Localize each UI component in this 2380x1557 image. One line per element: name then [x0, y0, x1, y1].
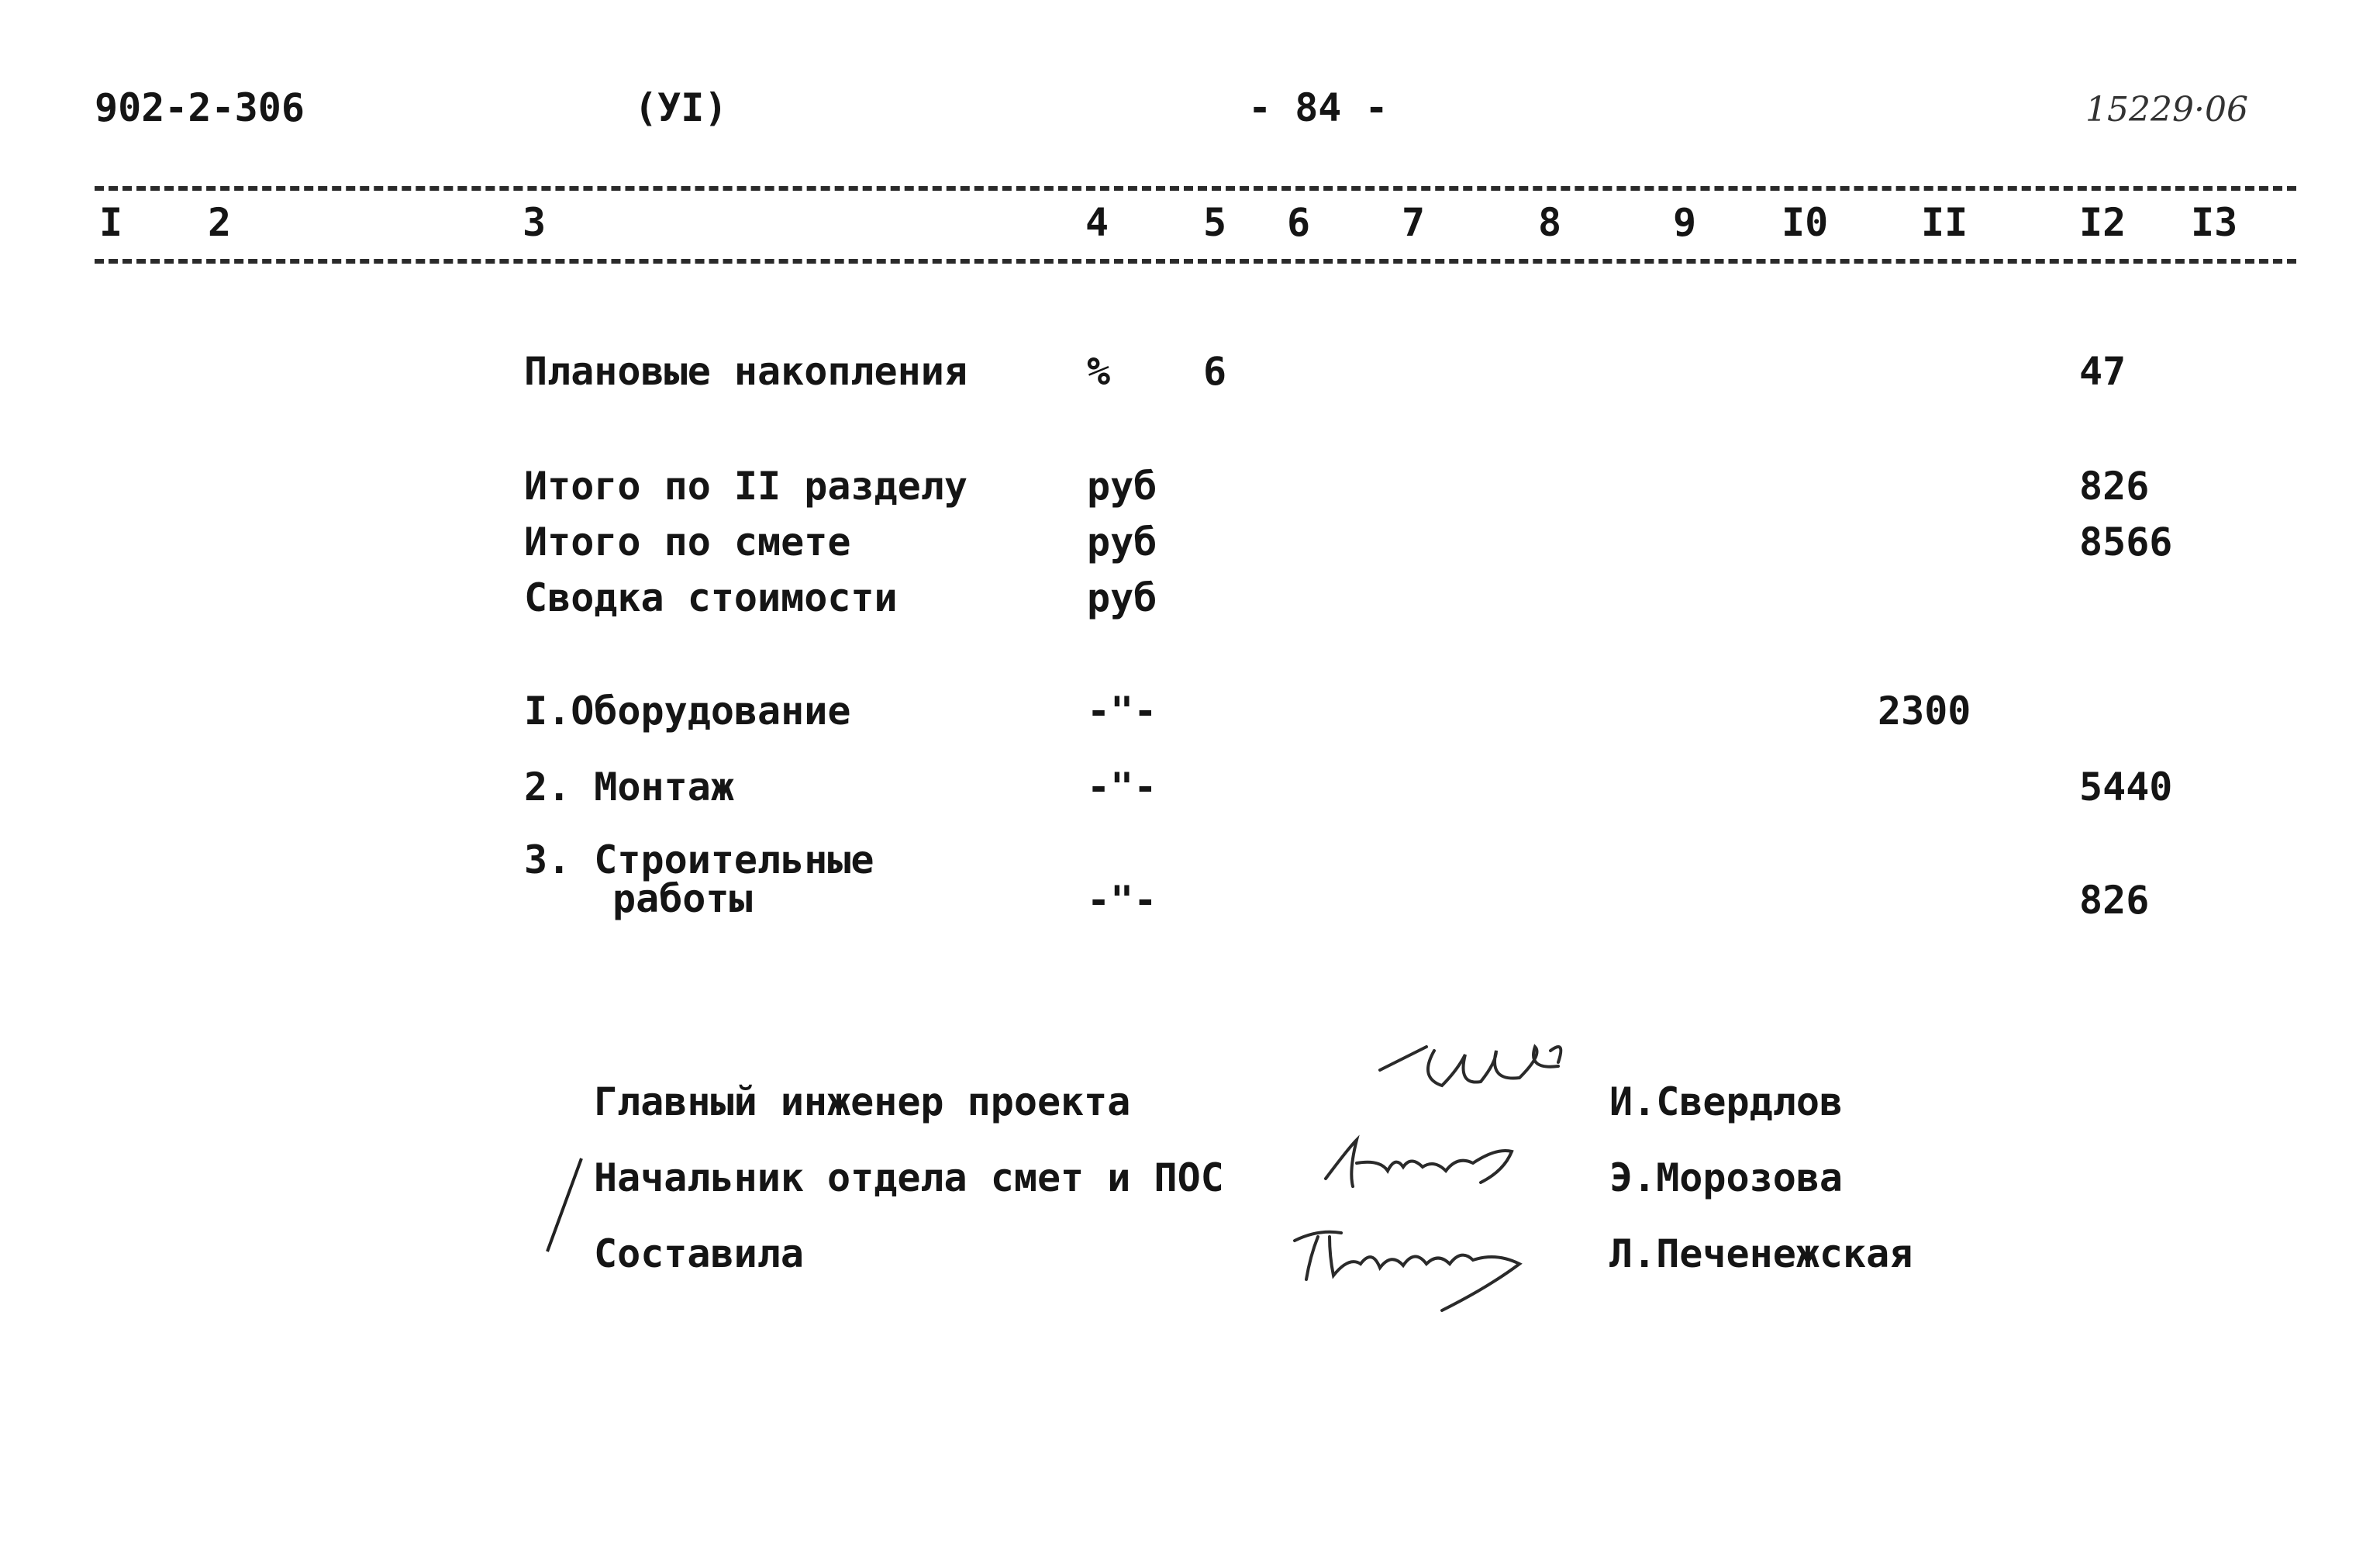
column-header-10: I0: [1782, 200, 1829, 245]
row-name-planned-accumulations: Плановые накопления: [524, 349, 968, 394]
row-name-cost-summary: Сводка стоимости: [524, 575, 898, 620]
column-header-13: I3: [2191, 200, 2238, 245]
reference-number: 15229·06: [2085, 90, 2248, 129]
row-unit-percent: %: [1087, 349, 1111, 394]
column-header-11: II: [1921, 200, 1968, 245]
row-name-section-total: Итого по II разделу: [524, 464, 968, 509]
row-value-col5: 6: [1203, 349, 1227, 394]
column-header-9: 9: [1673, 200, 1697, 245]
header-bottom-rule: [95, 259, 2296, 264]
row-name-estimate-total: Итого по смете: [524, 520, 851, 564]
row-value-col11: 2300: [1878, 689, 1971, 734]
row-name-construction-line2: работы: [612, 876, 753, 921]
row-value-col12: 47: [2079, 349, 2126, 394]
page-number: - 84 -: [1248, 85, 1388, 130]
column-header-12: I2: [2079, 200, 2126, 245]
signature-role-compiled-by: Составила: [594, 1231, 804, 1276]
column-header-4: 4: [1085, 200, 1109, 245]
signature-role-chief-engineer: Главный инженер проекта: [594, 1079, 1131, 1124]
signature-name-chief-engineer: И.Свердлов: [1609, 1079, 1844, 1124]
row-name-equipment: I.Оборудование: [524, 689, 851, 734]
column-header-8: 8: [1538, 200, 1562, 245]
row-name-construction: 3. Строительные: [524, 837, 874, 882]
row-value-col12: 8566: [2079, 520, 2173, 564]
row-unit-ditto: -"-: [1087, 765, 1157, 810]
row-unit: руб: [1087, 520, 1157, 564]
volume-label: (УI): [634, 85, 728, 130]
row-value-col12: 826: [2079, 464, 2150, 509]
header-top-rule: [95, 186, 2296, 191]
signature-name-compiled-by: Л.Печенежская: [1609, 1231, 1913, 1276]
handwritten-signature-sverdlov: [1364, 1024, 1597, 1117]
handwritten-signature-pechenezhskaya: [1287, 1210, 1550, 1318]
row-value-col12: 826: [2079, 878, 2150, 923]
row-unit-ditto: -"-: [1087, 689, 1157, 734]
document-code: 902-2-306: [95, 85, 305, 130]
column-header-7: 7: [1402, 200, 1426, 245]
column-header-3: 3: [523, 200, 547, 245]
column-header-5: 5: [1203, 200, 1227, 245]
signature-role-department-head: Начальник отдела смет и ПОС: [594, 1155, 1224, 1200]
column-header-1: I: [99, 200, 123, 245]
row-unit: руб: [1087, 575, 1157, 620]
column-header-2: 2: [208, 200, 232, 245]
signature-name-department-head: Э.Морозова: [1609, 1155, 1844, 1200]
row-value-col12: 5440: [2079, 765, 2173, 810]
row-unit-ditto: -"-: [1087, 878, 1157, 923]
row-unit: руб: [1087, 464, 1157, 509]
slash-mark: [543, 1155, 589, 1256]
column-header-6: 6: [1287, 200, 1311, 245]
row-name-installation: 2. Монтаж: [524, 765, 734, 810]
handwritten-signature-morozova: [1318, 1124, 1535, 1202]
